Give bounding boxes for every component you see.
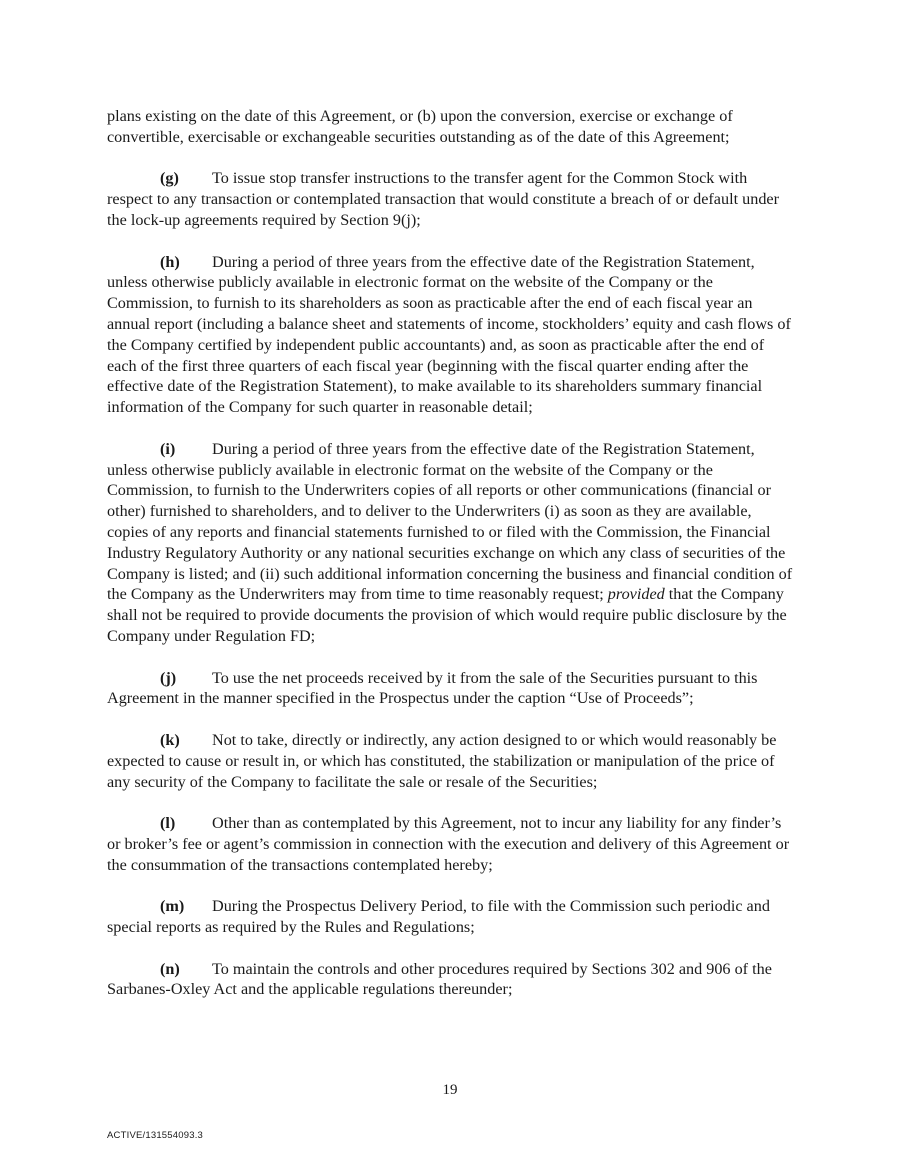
clause-n [107,959,793,1001]
clause-text: During a period of three years from the effective date of the Registration Statement, unless otherwise publicly available in electronic format on the website of the Company or the Commission, to furnish to its shareholders as soon as practicable after the end of each fiscal year an annual report (including a balance sheet and statements of income, stockholders’ equity and cash flows of the Company certified by independent public accountants) and, as soon as practicable after the end of each of the first three quarters of each fiscal year (beginning with the fiscal quarter ending after the effective date of the Registration Statement), to make available to its shareholders summary financial information of the Company for such quarter in reasonable detail; [107,252,791,417]
clause-text: During a period of three years from the effective date of the Registration Statement, unless otherwise publicly available in electronic format on the website of the Company or the Commission, to furnish to the Underwriters copies of all reports or other communications (financial or other) furnished to shareholders, and to deliver to the Underwriters (i) as soon as they are available, copies of any reports and financial statements furnished to or filed with the Commission, the Financial Industry Regulatory Authority or any national securities exchange on which any class of securities of the Company is listed; and (ii) such additional information concerning the business and financial condition of the Company as the Underwriters may from time to time reasonably request; [107,439,793,604]
clause-k [107,730,793,792]
clause-label: (i) [160,439,176,458]
clause-text: During the Prospectus Delivery Period, to file with the Commission such periodic and special reports as required by the Rules and Regulations; [107,897,770,937]
clause-text: that the Company shall not be required to provide documents the provision of which would require public disclosure by the Company under Regulation FD; [107,585,787,645]
clause-g [107,168,793,230]
clause-label: (l) [160,814,176,833]
clause-label: (m) [160,897,185,916]
clause-label: (k) [160,730,180,749]
clause-m [107,896,793,938]
continuation-paragraph: plans existing on the date of this Agreement, or (b) upon the conversion, exercise or exchange of convertible, exercisable or exchangeable securities outstanding as of the date of this Agreement; [107,107,733,146]
clause-text-italic: provided [607,585,665,604]
clause-label: (g) [160,169,179,188]
clause-label: (h) [160,252,180,271]
clause-text: To issue stop transfer instructions to the transfer agent for the Common Stock with respect to any transaction or contemplated transaction that would constitute a breach of or default under the lock-up agreements required by Section 9(j); [107,169,779,229]
clause-i [107,439,793,647]
page-number: 19 [442,1082,458,1098]
clause-text: Not to take, directly or indirectly, any action designed to or which would reasonably be expected to cause or result in, or which has constituted, the stabilization or manipulation of the price of any security of the Company to facilitate the sale or resale of the Securities; [107,730,777,791]
clause-l [107,813,793,875]
document-page [107,106,793,1021]
clause-j [107,668,793,710]
clause-label: (n) [160,959,180,978]
clause-label: (j) [160,668,177,687]
clause-h [107,252,793,418]
clause-text: To use the net proceeds received by it from the sale of the Securities pursuant to this Agreement in the manner specified in the Prospectus under the caption “Use of Proceeds”; [107,668,758,708]
clause-text: Other than as contemplated by this Agreement, not to incur any liability for any finder’s or broker’s fee or agent’s commission in connection with the execution and delivery of this Agreement or the consummation of the transactions contemplated hereby; [107,814,790,874]
footer-document-id: ACTIVE/131554093.3 [107,1130,204,1141]
clause-text: To maintain the controls and other procedures required by Sections 302 and 906 of the Sarbanes-Oxley Act and the applicable regulations thereunder; [107,959,772,999]
